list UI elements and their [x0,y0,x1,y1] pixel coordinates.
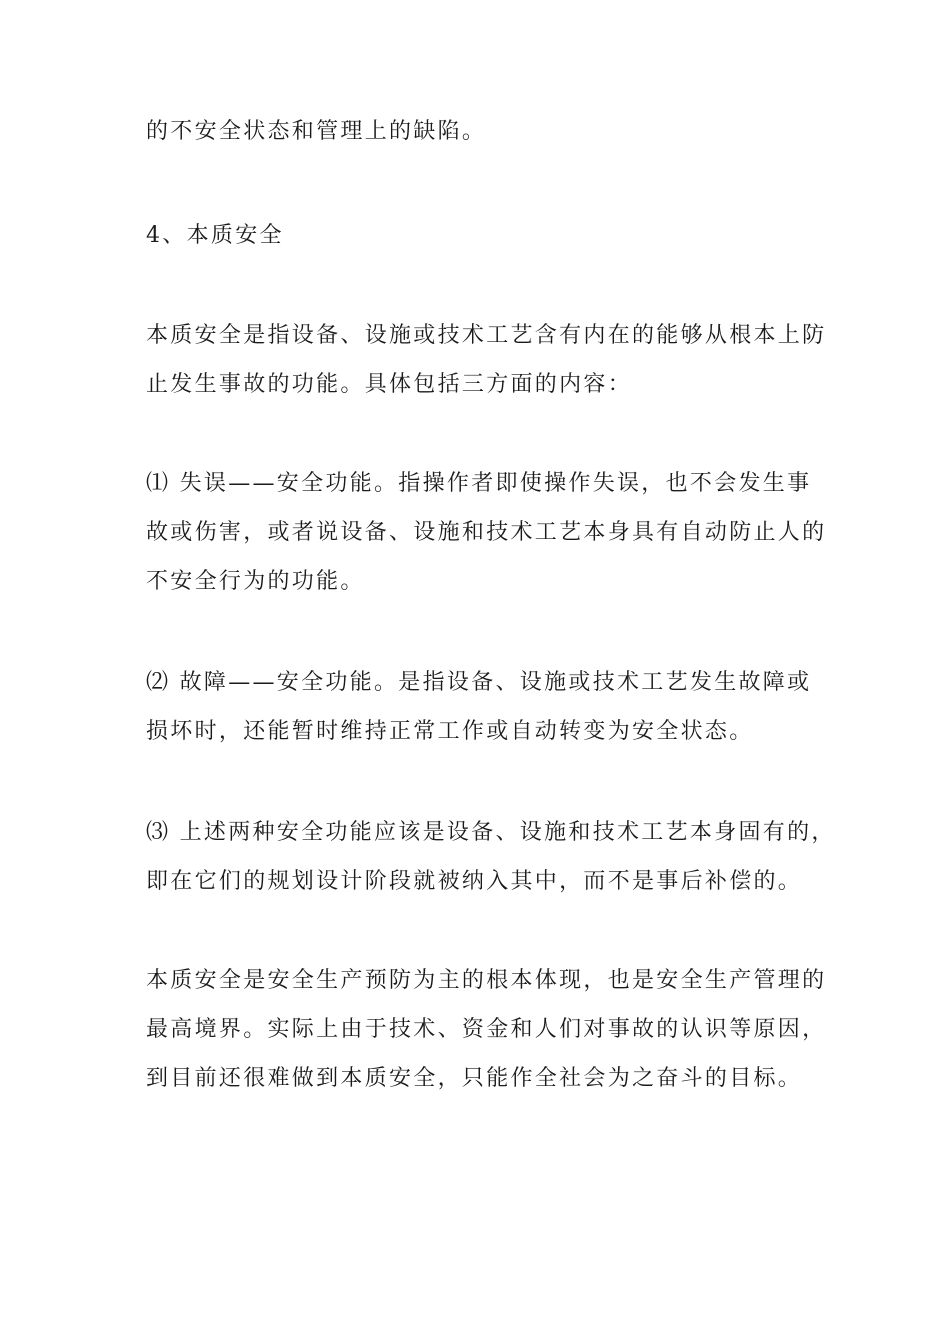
text-line: 到目前还很难做到本质安全，只能作全社会为之奋斗的目标。 [146,1066,803,1091]
text-line: 损坏时，还能暂时维持正常工作或自动转变为安全状态。 [146,719,754,744]
text-line: 的不安全状态和管理上的缺陷。 [146,119,487,144]
heading-line: 4、本质安全 [146,223,284,248]
text-line: 不安全行为的功能。 [146,569,365,594]
text-line: 本质安全是指设备、设施或技术工艺含有内在的能够从根本上防 [146,323,827,348]
text-line: ⑵ 故障——安全功能。是指设备、设施或技术工艺发生故障或 [146,670,812,695]
text-line: 故或伤害，或者说设备、设施和技术工艺本身具有自动防止人的 [146,520,827,545]
text-line: 止发生事故的功能。具体包括三方面的内容： [146,372,633,397]
text-line: 本质安全是安全生产预防为主的根本体现，也是安全生产管理的 [146,968,827,993]
text-line: 最高境界。实际上由于技术、资金和人们对事故的认识等原因， [146,1017,827,1042]
text-line: 即在它们的规划设计阶段就被纳入其中，而不是事后补偿的。 [146,869,803,894]
text-line: ⑴ 失误——安全功能。指操作者即使操作失误，也不会发生事 [146,471,812,496]
text-line: ⑶ 上述两种安全功能应该是设备、设施和技术工艺本身固有的， [146,820,836,845]
